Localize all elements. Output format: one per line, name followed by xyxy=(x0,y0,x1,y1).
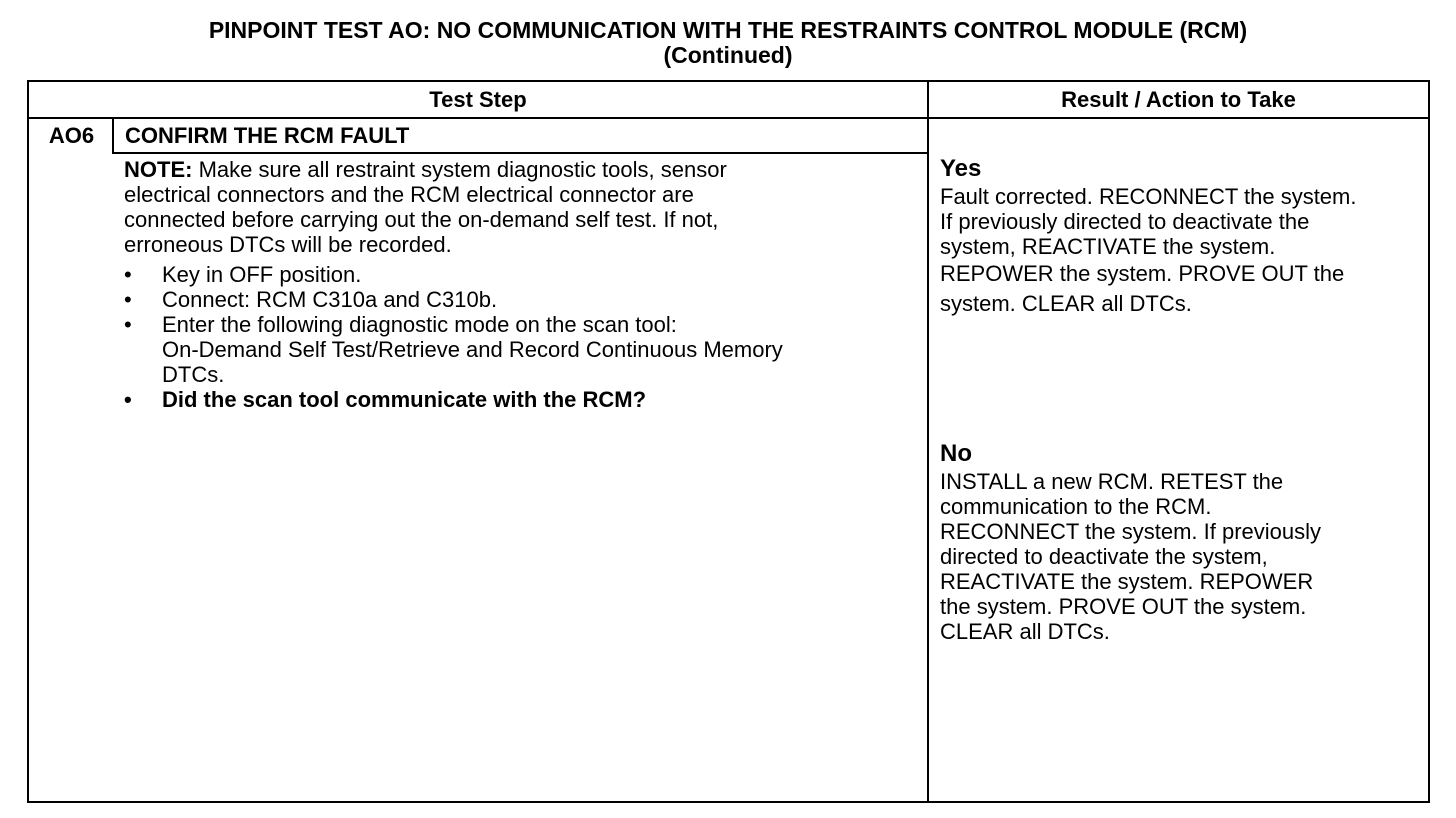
step-title: CONFIRM THE RCM FAULT xyxy=(125,123,410,148)
result-no-label: No xyxy=(940,440,972,467)
list-item: • Connect: RCM C310a and C310b. xyxy=(124,287,914,312)
result-header: Result / Action to Take xyxy=(1061,87,1296,112)
step-body xyxy=(124,157,914,412)
list-item: • Key in OFF position. xyxy=(124,262,914,287)
page-title: PINPOINT TEST AO: NO COMMUNICATION WITH THE RESTRAINTS CONTROL MODULE (RCM) xyxy=(208,17,1248,43)
column-divider xyxy=(927,82,929,801)
result-no-text: INSTALL a new RCM. RETEST the communication to the RCM. RECONNECT the system. If previously directed to deactivate the system, REACTIVATE the system. REPOWER the system. PROVE OUT the system. CLEAR all DTCs. xyxy=(940,469,1322,644)
page-subtitle: (Continued) xyxy=(663,42,793,68)
result-yes xyxy=(940,154,1426,319)
pinpoint-test-table xyxy=(27,80,1430,803)
note-paragraph xyxy=(124,157,914,257)
result-yes-text: Fault corrected. RECONNECT the system. If previously directed to deactivate the system, REACTIVATE the system. xyxy=(940,184,1357,259)
note-label: NOTE: xyxy=(124,157,193,182)
step-instructions xyxy=(124,262,914,412)
list-item: • Enter the following diagnostic mode on the scan tool: On-Demand Self Test/Retrieve and Record Continuous Memory DTCs. xyxy=(124,312,914,387)
step-question: • Did the scan tool communicate with the RCM? xyxy=(124,387,914,412)
step-title-divider xyxy=(112,152,927,154)
step-id: AO6 xyxy=(48,123,95,148)
result-no xyxy=(940,439,1426,644)
result-yes-label: Yes xyxy=(940,155,982,182)
test-step-header: Test Step xyxy=(429,87,527,112)
note-text: Make sure all restraint system diagnostic tools, sensor electrical connectors and the RCM electrical connector are connected before carrying out the on-demand self test. If not, erroneous DTCs will be recorded. xyxy=(124,157,727,257)
result-yes-extra: REPOWER the system. PROVE OUT the system. CLEAR all DTCs. xyxy=(940,261,1345,316)
